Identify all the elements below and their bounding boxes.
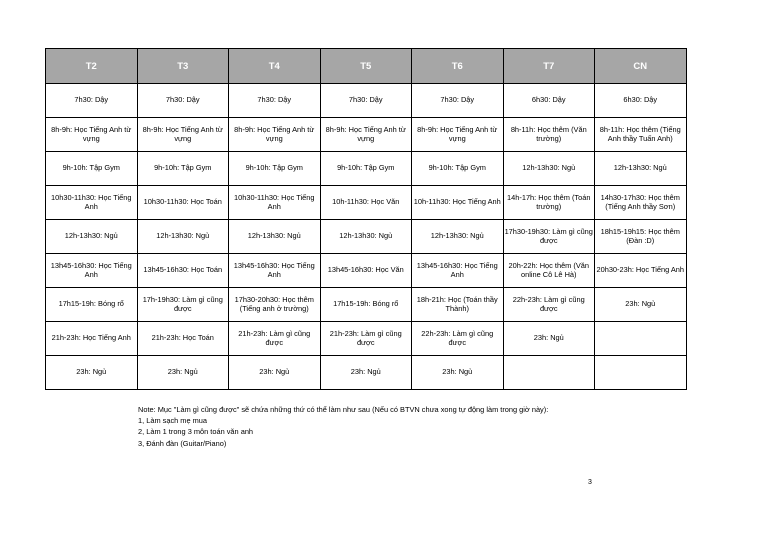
schedule-cell: 23h: Ngủ bbox=[46, 356, 138, 390]
schedule-cell: 6h30: Dậy bbox=[595, 84, 687, 118]
schedule-cell: 18h15-19h15: Học thêm (Đàn :D) bbox=[595, 220, 687, 254]
schedule-cell: 8h-11h: Học thêm (Tiếng Anh thầy Tuấn Anh) bbox=[595, 118, 687, 152]
schedule-cell: 8h-9h: Học Tiếng Anh từ vựng bbox=[137, 118, 229, 152]
schedule-cell: 9h-10h: Tập Gym bbox=[320, 152, 412, 186]
schedule-row bbox=[46, 220, 687, 254]
schedule-cell: 17h-19h30: Làm gì cũng được bbox=[137, 288, 229, 322]
schedule-cell: 13h45-16h30: Học Tiếng Anh bbox=[46, 254, 138, 288]
schedule-cell: 8h-9h: Học Tiếng Anh từ vựng bbox=[412, 118, 504, 152]
schedule-cell: 20h-22h: Học thêm (Văn online Cô Lê Hà) bbox=[503, 254, 595, 288]
schedule-cell: 8h-9h: Học Tiếng Anh từ vựng bbox=[46, 118, 138, 152]
schedule-cell: 23h: Ngủ bbox=[229, 356, 321, 390]
schedule-cell: 12h-13h30: Ngủ bbox=[229, 220, 321, 254]
schedule-table bbox=[45, 48, 687, 390]
schedule-cell: 9h-10h: Tập Gym bbox=[229, 152, 321, 186]
day-header: T7 bbox=[503, 49, 595, 84]
schedule-cell: 23h: Ngủ bbox=[137, 356, 229, 390]
schedule-cell: 12h-13h30: Ngủ bbox=[503, 152, 595, 186]
schedule-cell: 13h45-16h30: Học Tiếng Anh bbox=[229, 254, 321, 288]
schedule-cell: 10h-11h30: Học Tiếng Anh bbox=[412, 186, 504, 220]
schedule-cell: 23h: Ngủ bbox=[412, 356, 504, 390]
schedule-cell: 12h-13h30: Ngủ bbox=[412, 220, 504, 254]
schedule-cell: 23h: Ngủ bbox=[595, 288, 687, 322]
schedule-cell: 17h15-19h: Bóng rổ bbox=[320, 288, 412, 322]
schedule-cell: 12h-13h30: Ngủ bbox=[137, 220, 229, 254]
schedule-cell: 22h-23h: Làm gì cũng được bbox=[412, 322, 504, 356]
schedule-cell: 17h15-19h: Bóng rổ bbox=[46, 288, 138, 322]
schedule-cell: 22h-23h: Làm gì cũng được bbox=[503, 288, 595, 322]
schedule-cell: 10h30-11h30: Học Tiếng Anh bbox=[229, 186, 321, 220]
day-header: T5 bbox=[320, 49, 412, 84]
schedule-cell: 23h: Ngủ bbox=[503, 322, 595, 356]
day-header: T3 bbox=[137, 49, 229, 84]
note-line: 3, Đánh đàn (Guitar/Piano) bbox=[138, 438, 227, 448]
schedule-cell: 21h-23h: Học Toán bbox=[137, 322, 229, 356]
schedule-cell: 12h-13h30: Ngủ bbox=[595, 152, 687, 186]
note-line: 2, Làm 1 trong 3 môn toán văn anh bbox=[138, 427, 254, 437]
schedule-cell: 9h-10h: Tập Gym bbox=[46, 152, 138, 186]
schedule-cell: 8h-9h: Học Tiếng Anh từ vựng bbox=[229, 118, 321, 152]
schedule-cell: 20h30-23h: Học Tiếng Anh bbox=[595, 254, 687, 288]
day-header: CN bbox=[595, 49, 687, 84]
schedule-cell: 7h30: Dậy bbox=[320, 84, 412, 118]
note-line: 1, Làm sạch mẹ mua bbox=[138, 416, 208, 426]
schedule-cell: 13h45-16h30: Học Toán bbox=[137, 254, 229, 288]
schedule-cell: 12h-13h30: Ngủ bbox=[46, 220, 138, 254]
schedule-cell: 18h-21h: Học (Toán thầy Thành) bbox=[412, 288, 504, 322]
note-line: Note: Mục "Làm gì cũng được" sẽ chứa những thứ có thể làm như sau (Nếu có BTVN chưa xong tự động làm trong giờ này): bbox=[138, 405, 549, 414]
schedule-cell: 13h45-16h30: Học Văn bbox=[320, 254, 412, 288]
page-number: 3 bbox=[588, 479, 592, 486]
schedule-cell: 7h30: Dậy bbox=[412, 84, 504, 118]
schedule-cell: 14h30-17h30: Học thêm (Tiếng Anh thầy Sơn) bbox=[595, 186, 687, 220]
schedule-row bbox=[46, 322, 687, 356]
schedule-cell: 23h: Ngủ bbox=[320, 356, 412, 390]
schedule-row bbox=[46, 118, 687, 152]
schedule-row bbox=[46, 288, 687, 322]
day-header: T4 bbox=[229, 49, 321, 84]
schedule-cell: 7h30: Dậy bbox=[137, 84, 229, 118]
schedule-cell: 10h-11h30: Học Văn bbox=[320, 186, 412, 220]
schedule-row bbox=[46, 84, 687, 118]
schedule-cell: 9h-10h: Tập Gym bbox=[137, 152, 229, 186]
schedule-cell: 13h45-16h30: Học Tiếng Anh bbox=[412, 254, 504, 288]
schedule-row bbox=[46, 254, 687, 288]
note-block bbox=[138, 404, 548, 449]
schedule-cell: 17h30-19h30: Làm gì cũng được bbox=[503, 220, 595, 254]
schedule-row bbox=[46, 356, 687, 390]
schedule-cell: 10h30-11h30: Học Toán bbox=[137, 186, 229, 220]
schedule-cell: 17h30-20h30: Học thêm (Tiếng anh ở trường) bbox=[229, 288, 321, 322]
header-row bbox=[46, 49, 687, 84]
day-header: T6 bbox=[412, 49, 504, 84]
schedule-cell bbox=[595, 356, 687, 390]
schedule-cell: 12h-13h30: Ngủ bbox=[320, 220, 412, 254]
day-header: T2 bbox=[46, 49, 138, 84]
schedule-row bbox=[46, 152, 687, 186]
schedule-cell: 9h-10h: Tập Gym bbox=[412, 152, 504, 186]
schedule-cell: 10h30-11h30: Học Tiếng Anh bbox=[46, 186, 138, 220]
schedule-cell: 8h-11h: Học thêm (Văn trường) bbox=[503, 118, 595, 152]
schedule-cell: 7h30: Dậy bbox=[229, 84, 321, 118]
schedule-cell: 14h-17h: Học thêm (Toán trường) bbox=[503, 186, 595, 220]
schedule-cell: 21h-23h: Làm gì cũng được bbox=[229, 322, 321, 356]
schedule-cell: 21h-23h: Làm gì cũng được bbox=[320, 322, 412, 356]
schedule-cell: 8h-9h: Học Tiếng Anh từ vựng bbox=[320, 118, 412, 152]
schedule-cell: 7h30: Dậy bbox=[46, 84, 138, 118]
schedule-row bbox=[46, 186, 687, 220]
schedule-cell bbox=[503, 356, 595, 390]
schedule-cell: 21h-23h: Học Tiếng Anh bbox=[46, 322, 138, 356]
schedule-cell: 6h30: Dậy bbox=[503, 84, 595, 118]
schedule-cell bbox=[595, 322, 687, 356]
